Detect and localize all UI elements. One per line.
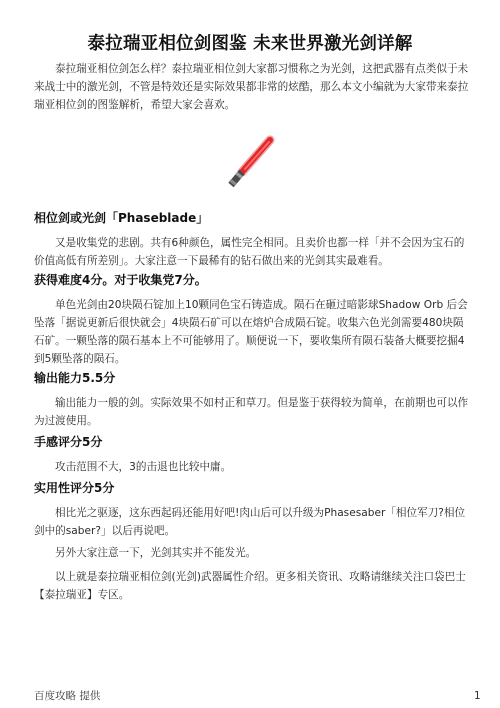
intro-paragraph: 泰拉瑞亚相位剑怎么样？泰拉瑞亚相位剑大家都习惯称之为光剑，这把武器有点类似于未来战士中的激光剑，不管是特效还是实际效果都非常的炫酷，那么本文小编就为大家带来泰拉瑞亚相位剑的图鉴解析，希望大家会喜欢。 [34, 63, 469, 111]
section-heading-practicality: 实用性评分5分 [34, 481, 115, 495]
section-heading-phaseblade: 相位剑或光剑「Phaseblade」 [34, 211, 209, 225]
red-lightsaber-icon [218, 132, 282, 196]
section-heading-feel: 手感评分5分 [34, 435, 103, 449]
section-heading-difficulty: 获得难度4分。对于收集党7分。 [34, 273, 207, 287]
section-paragraph-closing: 以上就是泰拉瑞亚相位剑(光剑)武器属性介绍。更多相关资讯、攻略请继续关注口袋巴士【泰拉瑞亚】专区。 [34, 571, 466, 601]
section-paragraph-difficulty: 单色光剑由20块陨石锭加上10颗同色宝石铸造成。陨石在砸过暗影球Shadow Orb 后会坠落「据说更新后很快就会」4块陨石矿可以在熔炉合成陨石锭。收集六色光剑需要480块陨石矿。一颗坠落的陨石基本上不可能够用了。顺便说一下，要收集所有陨石装备大概要挖掘4到5颗坠落的陨石。 [34, 299, 468, 365]
page-title: 泰拉瑞亚相位剑图鉴 未来世界激光剑详解 [87, 34, 413, 54]
page-number: 1 [474, 690, 481, 702]
section-paragraph-phaseblade: 又是收集党的悲剧。共有6种颜色，属性完全相同。且卖价也都一样「并不会因为宝石的价值高低有所差别」。大家注意一下最稀有的钻石做出来的光剑其实最难看。 [34, 237, 465, 267]
section-paragraph-practicality: 相比光之驱逐，这东西起码还能用好吧!肉山后可以升级为Phasesaber「相位军刀?相位剑中的saber?」以后再说吧。 [34, 507, 466, 537]
footer-source: 百度攻略 提供 [34, 690, 101, 702]
section-paragraph-feel: 攻击范围不大，3的击退也比较中庸。 [55, 461, 232, 473]
section-paragraph-note: 另外大家注意一下，光剑其实并不能发光。 [55, 547, 257, 559]
section-paragraph-output: 输出能力一般的剑。实际效果不如村正和草刀。但是鉴于获得较为简单，在前期也可以作为过渡使用。 [34, 397, 469, 427]
section-heading-output: 输出能力5.5分 [34, 371, 116, 385]
